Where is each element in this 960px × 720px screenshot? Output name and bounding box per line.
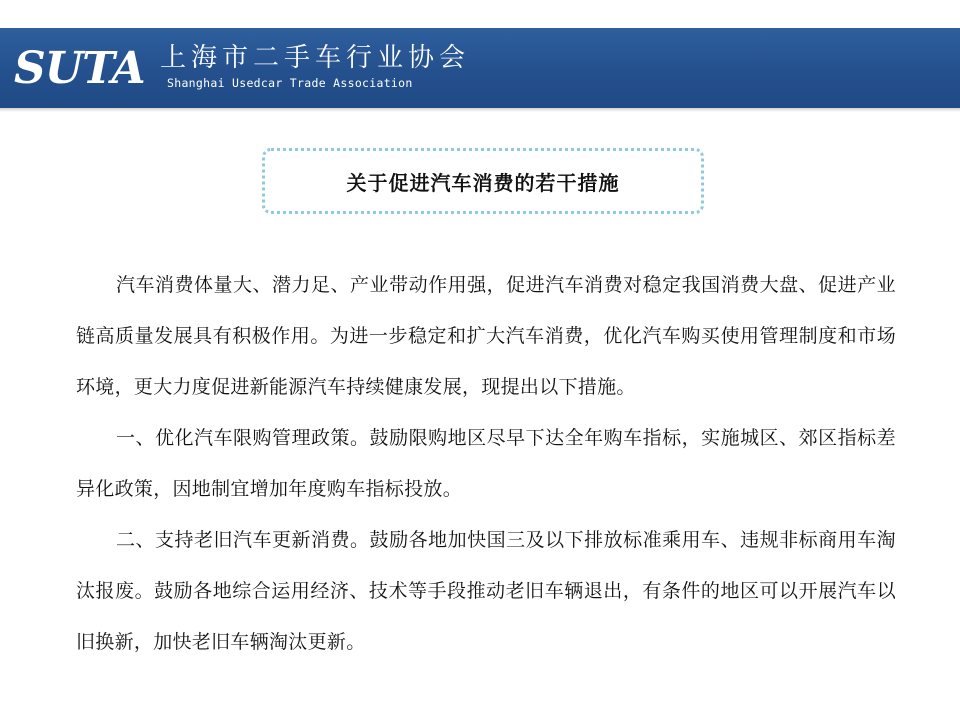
- document-title: 关于促进汽车消费的若干措施: [346, 170, 620, 195]
- banner-shadow: [0, 108, 960, 112]
- document-body: [76, 260, 896, 668]
- header-banner: [0, 28, 960, 108]
- paragraph-intro: 汽车消费体量大、潜力足、产业带动作用强，促进汽车消费对稳定我国消费大盘、促进产业链高质量发展具有积极作用。为进一步稳定和扩大汽车消费，优化汽车购买使用管理制度和市场环境，更大力度促进新能源汽车持续健康发展，现提出以下措施。: [76, 274, 896, 398]
- title-box: [262, 148, 704, 214]
- paragraph-measure-1: 一、优化汽车限购管理政策。鼓励限购地区尽早下达全年购车指标，实施城区、郊区指标差异化政策，因地制宜增加年度购车指标投放。: [76, 427, 896, 500]
- paragraph-measure-2: 二、支持老旧汽车更新消费。鼓励各地加快国三及以下排放标准乘用车、违规非标商用车淘汰报废。鼓励各地综合运用经济、技术等手段推动老旧车辆退出，有条件的地区可以开展汽车以旧换新，加快老旧车辆淘汰更新。: [76, 529, 896, 653]
- org-name-en: Shanghai Usedcar Trade Association: [167, 76, 413, 90]
- org-name-cn: 上海市二手车行业协会: [160, 43, 471, 73]
- logo-mark: SUTA: [14, 43, 145, 94]
